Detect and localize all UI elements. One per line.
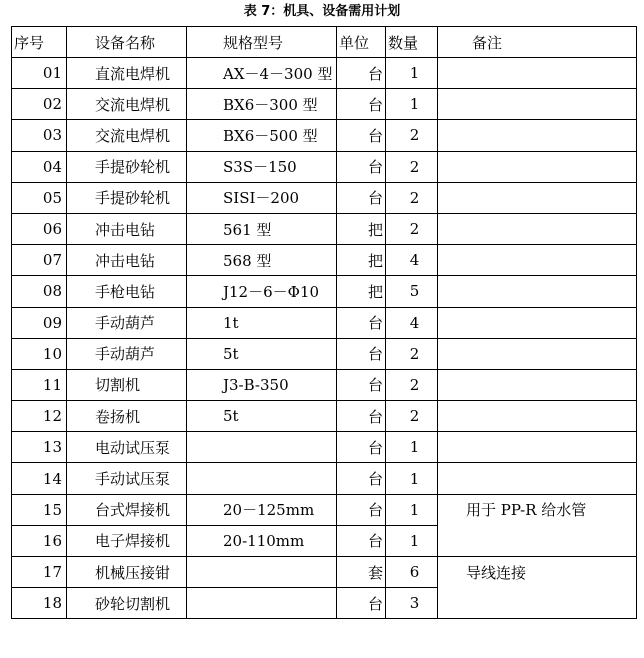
cell-unit: 台 [337,369,386,400]
cell-name: 冲击电钻 [67,213,187,244]
cell-seq: 11 [12,369,67,400]
cell-seq: 03 [12,120,67,151]
cell-spec: S3S－150 [187,151,337,182]
cell-name: 手动葫芦 [67,307,187,338]
cell-name: 手提砂轮机 [67,151,187,182]
cell-spec: BX6－500 型 [187,120,337,151]
cell-spec: AX－4－300 型 [187,58,337,89]
cell-name: 电动试压泵 [67,432,187,463]
cell-seq: 13 [12,432,67,463]
table-row [12,120,637,151]
cell-unit: 把 [337,245,386,276]
table-row [12,401,637,432]
header-note: 备注 [438,27,637,58]
cell-name: 电子焊接机 [67,525,187,556]
cell-note [438,369,637,400]
cell-seq: 18 [12,588,67,619]
cell-unit: 台 [337,432,386,463]
cell-note [438,338,637,369]
cell-seq: 10 [12,338,67,369]
table-header-row [12,27,637,58]
table-row [12,245,637,276]
cell-note [438,58,637,89]
cell-unit: 台 [337,182,386,213]
header-name: 设备名称 [67,27,187,58]
header-unit: 单位 [337,27,386,58]
cell-seq: 16 [12,525,67,556]
cell-note [438,213,637,244]
table-row [12,151,637,182]
cell-seq: 07 [12,245,67,276]
table-row [12,182,637,213]
header-qty: 数量 [386,27,438,58]
cell-spec: 561 型 [187,213,337,244]
cell-qty: 2 [386,338,438,369]
cell-qty: 3 [386,588,438,619]
table-title: 表 7：机具、设备需用计划 [243,4,401,19]
table-row [12,463,637,494]
table-row [12,525,637,556]
cell-seq: 17 [12,557,67,588]
cell-unit: 套 [337,557,386,588]
cell-spec: 5t [187,338,337,369]
cell-qty: 2 [386,120,438,151]
cell-spec: 20-110mm [187,525,337,556]
cell-note: 导线连接 [438,557,637,588]
cell-spec [187,557,337,588]
cell-qty: 2 [386,182,438,213]
cell-spec [187,463,337,494]
cell-unit: 台 [337,494,386,525]
cell-unit: 台 [337,401,386,432]
cell-unit: 台 [337,338,386,369]
cell-seq: 09 [12,307,67,338]
cell-spec: 20－125mm [187,494,337,525]
cell-name: 冲击电钻 [67,245,187,276]
cell-spec: BX6－300 型 [187,89,337,120]
cell-spec: 568 型 [187,245,337,276]
table-row [12,338,637,369]
cell-qty: 1 [386,89,438,120]
cell-seq: 02 [12,89,67,120]
cell-note [438,463,637,494]
cell-unit: 台 [337,307,386,338]
cell-note: 用于 PP-R 给水管 [438,494,637,525]
table-row [12,369,637,400]
table-row [12,213,637,244]
cell-spec: SISI－200 [187,182,337,213]
cell-unit: 台 [337,588,386,619]
cell-name: 交流电焊机 [67,89,187,120]
cell-spec: J3-B-350 [187,369,337,400]
cell-unit: 把 [337,276,386,307]
table-row [12,557,637,588]
cell-seq: 06 [12,213,67,244]
cell-spec: 5t [187,401,337,432]
cell-seq: 12 [12,401,67,432]
cell-qty: 1 [386,525,438,556]
table-row [12,588,637,619]
cell-name: 砂轮切割机 [67,588,187,619]
cell-unit: 台 [337,463,386,494]
cell-unit: 台 [337,58,386,89]
table-row [12,494,637,525]
cell-note [438,89,637,120]
cell-note [438,151,637,182]
cell-note [438,276,637,307]
cell-name: 机械压接钳 [67,557,187,588]
cell-seq: 14 [12,463,67,494]
cell-note [438,401,637,432]
cell-qty: 2 [386,151,438,182]
cell-name: 手枪电钻 [67,276,187,307]
cell-name: 卷扬机 [67,401,187,432]
table-row [12,89,637,120]
cell-name: 手提砂轮机 [67,182,187,213]
table-row [12,432,637,463]
cell-qty: 5 [386,276,438,307]
cell-unit: 把 [337,213,386,244]
cell-seq: 15 [12,494,67,525]
cell-name: 手动葫芦 [67,338,187,369]
cell-qty: 4 [386,245,438,276]
cell-seq: 01 [12,58,67,89]
cell-qty: 1 [386,58,438,89]
cell-spec: 1t [187,307,337,338]
cell-name: 手动试压泵 [67,463,187,494]
cell-qty: 2 [386,213,438,244]
cell-unit: 台 [337,89,386,120]
cell-qty: 4 [386,307,438,338]
cell-qty: 1 [386,432,438,463]
cell-name: 直流电焊机 [67,58,187,89]
cell-spec [187,432,337,463]
table-row [12,58,637,89]
cell-seq: 05 [12,182,67,213]
cell-spec [187,588,337,619]
cell-name: 切割机 [67,369,187,400]
equipment-table [11,26,637,619]
cell-note [438,525,637,556]
cell-unit: 台 [337,525,386,556]
cell-seq: 04 [12,151,67,182]
cell-seq: 08 [12,276,67,307]
cell-qty: 2 [386,401,438,432]
cell-note [438,432,637,463]
header-seq: 序号 [12,27,67,58]
cell-unit: 台 [337,151,386,182]
cell-note [438,307,637,338]
cell-note [438,588,637,619]
cell-qty: 2 [386,369,438,400]
cell-name: 台式焊接机 [67,494,187,525]
cell-spec: J12－6－Φ10 [187,276,337,307]
cell-note [438,182,637,213]
header-spec: 规格型号 [187,27,337,58]
table-row [12,307,637,338]
cell-note [438,245,637,276]
table-row [12,276,637,307]
cell-qty: 1 [386,463,438,494]
cell-name: 交流电焊机 [67,120,187,151]
cell-qty: 1 [386,494,438,525]
cell-note [438,120,637,151]
cell-unit: 台 [337,120,386,151]
cell-qty: 6 [386,557,438,588]
